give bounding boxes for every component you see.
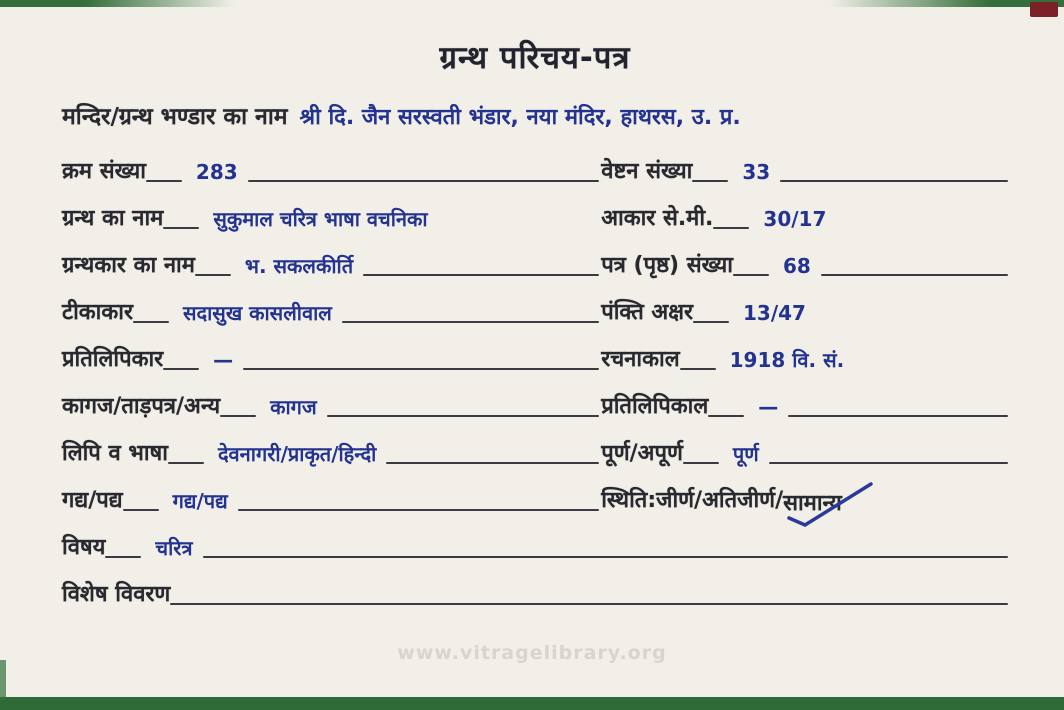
field-completeness	[601, 422, 1008, 469]
fields-grid	[62, 140, 1008, 610]
field-value: कागज	[270, 395, 317, 420]
scan-corner-mark	[1030, 2, 1058, 17]
field-value: गद्य/पद्य	[172, 489, 228, 514]
scan-edge-left	[0, 660, 6, 700]
card-content	[62, 36, 1008, 610]
field-label: कागज/ताड़पत्र/अन्य	[62, 394, 221, 419]
rule-line	[248, 180, 600, 182]
field-label: क्रम संख्या	[62, 159, 146, 184]
field-value: 13/47	[742, 301, 806, 326]
grid-row	[62, 469, 1008, 516]
grid-row	[62, 140, 1008, 187]
field-label: विषय	[62, 535, 106, 560]
rule-line	[692, 180, 728, 182]
grid-row	[62, 328, 1008, 375]
field-value: सुकुमाल चरित्र भाषा वचनिका	[213, 207, 428, 232]
field-size-cm	[601, 187, 1008, 234]
field-value: चरित्र	[155, 536, 193, 561]
rule-line	[220, 415, 256, 417]
field-prose-verse	[62, 469, 601, 516]
grid-row	[62, 187, 1008, 234]
rule-line	[683, 462, 719, 464]
rule-line	[821, 274, 1008, 276]
rule-line	[769, 462, 1008, 464]
rule-line	[243, 368, 599, 370]
field-label: आकार से.मी.	[601, 206, 714, 231]
field-label: टीकाकार	[62, 300, 133, 325]
rule-line	[363, 274, 599, 276]
field-value: देवनागरी/प्राकृत/हिन्दी	[217, 442, 377, 467]
rule-line	[146, 180, 182, 182]
field-bhandar-name	[62, 105, 1008, 134]
rule-line	[780, 180, 1008, 182]
field-value: —	[213, 348, 234, 373]
field-label: वेष्टन संख्या	[601, 159, 693, 184]
field-subject	[62, 516, 1008, 563]
field-label: पंक्ति अक्षर	[601, 300, 693, 325]
field-label: गद्य/पद्य	[62, 488, 123, 513]
field-value: 33	[742, 160, 771, 185]
field-label: पत्र (पृष्ठ) संख्या	[601, 253, 733, 278]
rule-line	[733, 274, 769, 276]
rule-line	[195, 274, 231, 276]
field-value: 283	[195, 160, 238, 185]
condition-checked-option	[783, 492, 842, 516]
grid-row	[62, 422, 1008, 469]
rule-line	[327, 415, 599, 417]
field-label: ग्रन्थ का नाम	[62, 206, 164, 231]
field-label: लिपि व भाषा	[62, 441, 168, 466]
field-label: प्रतिलिपिकाल	[601, 394, 709, 419]
page-title: ग्रन्थ परिचय-पत्र	[439, 40, 631, 76]
scan-edge-bottom	[0, 697, 1064, 710]
field-condition	[601, 469, 1008, 516]
scan-edge-top	[0, 0, 1064, 7]
rule-line	[713, 227, 749, 229]
field-special-details	[62, 563, 1008, 610]
field-copyist	[62, 328, 601, 375]
field-label: पूर्ण/अपूर्ण	[601, 441, 683, 466]
rule-line	[123, 509, 159, 511]
field-value: 30/17	[763, 207, 827, 232]
rule-line	[693, 321, 729, 323]
rule-line	[163, 227, 199, 229]
rule-line	[238, 509, 599, 511]
rule-line	[680, 368, 716, 370]
rule-line	[386, 462, 599, 464]
field-value: सदासुख कासलीवाल	[182, 301, 332, 326]
field-lines-letters	[601, 281, 1008, 328]
grid-row	[62, 516, 1008, 563]
field-script-language	[62, 422, 601, 469]
watermark: www.vitragelibrary.org	[397, 642, 667, 664]
grid-row	[62, 234, 1008, 281]
field-label: रचनाकाल	[601, 347, 680, 372]
rule-line	[168, 462, 204, 464]
rule-line	[342, 321, 599, 323]
rule-line	[170, 603, 1008, 605]
rule-line	[163, 368, 199, 370]
field-value: 68	[782, 254, 811, 279]
field-label: विशेष विवरण	[62, 582, 171, 607]
field-serial-number	[62, 140, 601, 187]
field-material	[62, 375, 601, 422]
field-copying-date	[601, 375, 1008, 422]
field-value: पूर्ण	[732, 442, 759, 467]
rule-line	[708, 415, 744, 417]
rule-line	[788, 415, 1008, 417]
field-author-name	[62, 234, 601, 281]
grid-row	[62, 563, 1008, 610]
field-granth-name	[62, 187, 601, 234]
field-label: स्थिति:जीर्ण/अतिजीर्ण/	[601, 488, 784, 513]
grid-row	[62, 281, 1008, 328]
field-label: ग्रन्थकार का नाम	[62, 253, 195, 278]
rule-line	[133, 321, 169, 323]
field-value: श्री दि. जैन सरस्वती भंडार, नया मंदिर, हाथरस, उ. प्र.	[299, 105, 741, 130]
rule-line	[203, 556, 1008, 558]
field-composition-date	[601, 328, 1008, 375]
grid-row	[62, 375, 1008, 422]
field-value: भ. सकलकीर्ति	[244, 254, 354, 279]
field-value: —	[758, 395, 779, 420]
field-bundle-number	[601, 140, 1008, 187]
field-page-count	[601, 234, 1008, 281]
field-commentator	[62, 281, 601, 328]
field-label: प्रतिलिपिकार	[62, 347, 164, 372]
field-value: 1918 वि. सं.	[729, 348, 845, 373]
field-label: सामान्य	[783, 491, 842, 516]
field-label: मन्दिर/ग्रन्थ भण्डार का नाम	[62, 104, 288, 130]
rule-line	[105, 556, 141, 558]
